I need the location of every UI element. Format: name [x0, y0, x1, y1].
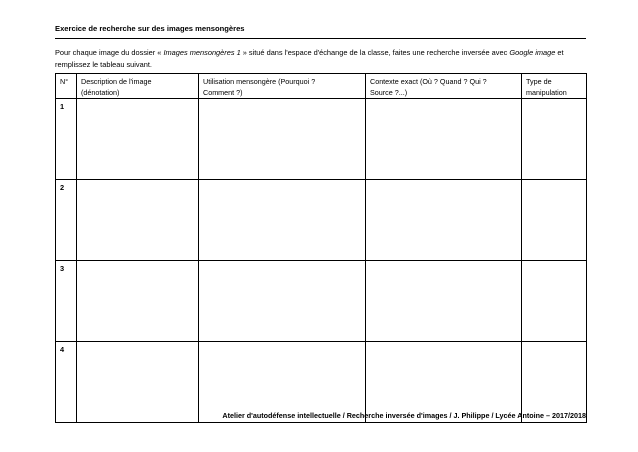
- header-misleading-use: Utilisation mensongère (Pourquoi ? Comment ?): [199, 74, 366, 99]
- instructions-text-part1: Pour chaque image du dossier «: [55, 48, 164, 57]
- header-manipulation-type: Type de manipulation: [522, 74, 587, 99]
- context-cell[interactable]: [366, 99, 522, 180]
- page-footer: Atelier d'autodéfense intellectuelle / Recherche inversée d'images / J. Philippe / Lycée Antoine – 2017/2018: [222, 411, 586, 420]
- manipulation-type-cell[interactable]: [522, 261, 587, 342]
- context-cell[interactable]: [366, 180, 522, 261]
- table-row: [56, 180, 587, 261]
- context-cell[interactable]: [366, 261, 522, 342]
- instructions-text-part2: » situé dans l'espace d'échange de la classe, faites une recherche inversée avec: [240, 48, 510, 57]
- answer-table: [55, 73, 587, 423]
- description-cell[interactable]: [77, 261, 199, 342]
- misleading-use-cell[interactable]: [199, 180, 366, 261]
- row-number: 3: [56, 261, 77, 342]
- instructions-text-part3: et remplissez le tableau suivant.: [55, 48, 564, 69]
- description-cell[interactable]: [77, 342, 199, 423]
- manipulation-type-cell[interactable]: [522, 180, 587, 261]
- document-title: Exercice de recherche sur des images mensongères: [55, 24, 245, 33]
- description-cell[interactable]: [77, 99, 199, 180]
- row-number: 1: [56, 99, 77, 180]
- instructions-paragraph: [55, 47, 590, 71]
- table-header-row: [56, 74, 587, 99]
- manipulation-type-cell[interactable]: [522, 99, 587, 180]
- misleading-use-cell[interactable]: [199, 261, 366, 342]
- description-cell[interactable]: [77, 180, 199, 261]
- header-number: N°: [56, 74, 77, 99]
- table-row: [56, 261, 587, 342]
- tool-name: Google image: [509, 48, 556, 57]
- header-exact-context: Contexte exact (Où ? Quand ? Qui ? Source ?...): [366, 74, 522, 99]
- misleading-use-cell[interactable]: [199, 99, 366, 180]
- header-description: Description de l'image (dénotation): [77, 74, 199, 99]
- row-number: 4: [56, 342, 77, 423]
- table-row: [56, 99, 587, 180]
- row-number: 2: [56, 180, 77, 261]
- title-underline: [55, 38, 586, 39]
- folder-name: Images mensongères 1: [163, 48, 241, 57]
